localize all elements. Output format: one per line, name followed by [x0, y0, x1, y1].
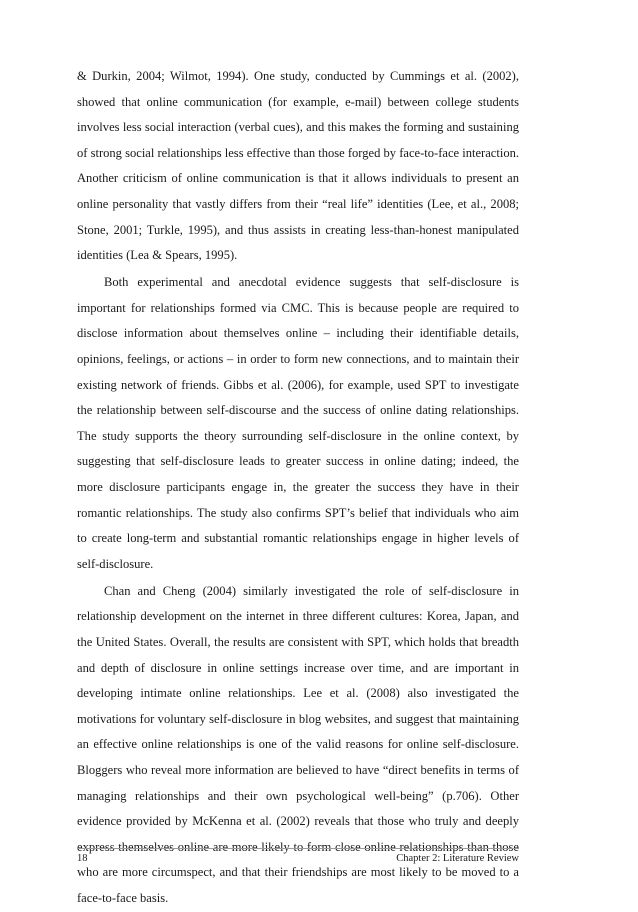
body-text [77, 64, 519, 912]
paragraph-3: Chan and Cheng (2004) similarly investigated the role of self-disclosure in relationship development on the internet in three different cultures: Korea, Japan, and the United States. Overall, the results are consistent with SPT, which holds that breadth and depth of disclosure in online settings increase over time, and are important in developing intimate online relationships. Lee et al. (2008) also investigated the motivations for voluntary self-disclosure in blog websites, and suggest that maintaining an effective online relationships is one of the valid reasons for online self-disclosure. Bloggers who reveal more information are believed to have “direct benefits in terms of managing relationships and their own psychological well-being” (p.706). Other evidence provided by McKenna et al. (2002) reveals that those who truly and deeply express themselves online are more likely to form close online relationships than those who are more circumspect, and that their friendships are most likely to be moved to a face-to-face basis. [77, 583, 519, 905]
page-number: 18 [77, 853, 88, 864]
chapter-label: Chapter 2: Literature Review [396, 853, 519, 864]
paragraph-1: & Durkin, 2004; Wilmot, 1994). One study, conducted by Cummings et al. (2002), showed that online communication (for example, e-mail) between college students involves less social interaction (verbal cues), and this makes the forming and sustaining of strong social relationships less effective than those forged by face-to-face interaction. Another criticism of online communication is that it allows individuals to present an online personality that vastly differs from their “real life” identities (Lee, et al., 2008; Stone, 2001; Turkle, 1995), and thus assists in creating less-than-honest manipulated identities (Lea & Spears, 1995). [77, 69, 520, 263]
footer-divider [77, 848, 519, 849]
paragraph-2: Both experimental and anecdotal evidence suggests that self-disclosure is important for relationships formed via CMC. This is because people are required to disclose information about themselves online – including their identifiable details, opinions, feelings, or actions – in order to form new connections, and to maintain their existing network of friends. Gibbs et al. (2006), for example, used SPT to investigate the relationship between self-discourse and the success of online dating relationships. The study supports the theory surrounding self-disclosure in the online context, by suggesting that self-disclosure leads to greater success in online dating; indeed, the more disclosure participants engage in, the greater the success they have in their romantic relationships. The study also confirms SPT’s belief that individuals who aim to create long-term and substantial romantic relationships engage in higher levels of self-disclosure. [77, 275, 519, 571]
